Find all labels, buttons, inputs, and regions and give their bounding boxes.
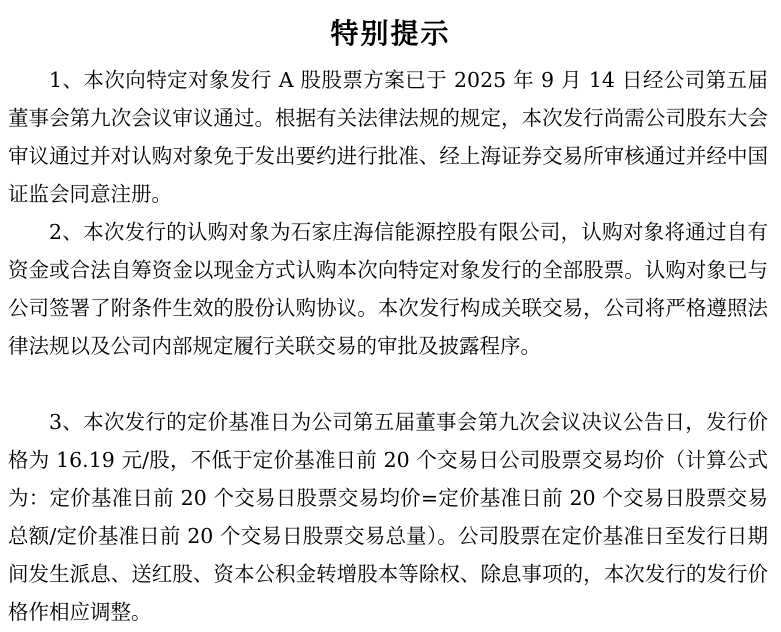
page-title: 特别提示 <box>330 17 451 50</box>
paragraph-3: 3、本次发行的定价基准日为公司第五届董事会第九次会议决议公告日，发行价格为 16.19 元/股，不低于定价基准日前 20 个交易日公司股票交易均价（计算公式为：定价基准日前 20 个交易日股票交易均价=定价基准日前 20 个交易日股票交易总额/定价基准日前 20 个交易日股票交易总量）。公司股票在定价基准日至发行日期间发生派息、送红股、资本公积金转增股本等除权、除息事项的，本次发行的发行价格作相应调整。 <box>8 410 768 624</box>
paragraph-1: 1、本次向特定对象发行 A 股股票方案已于 2025 年 9 月 14 日经公司第五届董事会第九次会议审议通过。根据有关法律法规的规定，本次发行尚需公司股东大会审议通过并对认购对象免于发出要约进行批准、经上海证券交易所审核通过并经中国证监会同意注册。 <box>8 68 768 206</box>
paragraph-2: 2、本次发行的认购对象为石家庄海信能源控股有限公司，认购对象将通过自有资金或合法自筹资金以现金方式认购本次向特定对象发行的全部股票。认购对象已与公司签署了附条件生效的股份认购协议。本次发行构成关联交易，公司将严格遵照法律法规以及公司内部规定履行关联交易的审批及披露程序。 <box>8 220 768 358</box>
